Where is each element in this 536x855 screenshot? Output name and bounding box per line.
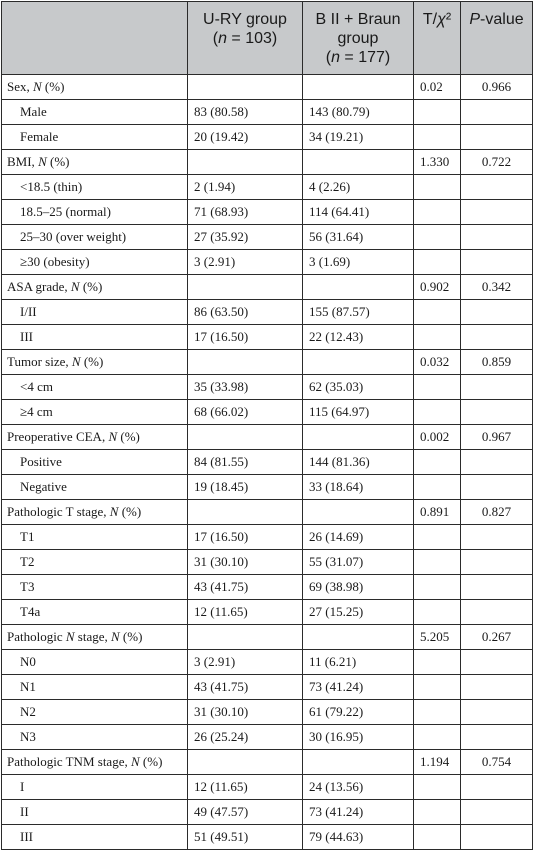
ury-value — [188, 275, 303, 300]
braun-value: 3 (1.69) — [303, 250, 414, 275]
p-value — [461, 550, 533, 575]
braun-value — [303, 350, 414, 375]
table-row — [2, 100, 533, 125]
table-row — [2, 550, 533, 575]
test-statistic — [414, 600, 461, 625]
braun-value: 33 (18.64) — [303, 475, 414, 500]
row-label: N3 — [2, 725, 188, 750]
ury-value: 86 (63.50) — [188, 300, 303, 325]
p-value — [461, 400, 533, 425]
ury-value: 12 (11.65) — [188, 775, 303, 800]
header-variable — [2, 2, 188, 75]
ury-value — [188, 75, 303, 100]
p-value — [461, 775, 533, 800]
test-statistic — [414, 375, 461, 400]
test-statistic — [414, 450, 461, 475]
table-row — [2, 650, 533, 675]
ury-value: 84 (81.55) — [188, 450, 303, 475]
p-value — [461, 825, 533, 850]
braun-value: 114 (64.41) — [303, 200, 414, 225]
p-value — [461, 725, 533, 750]
test-statistic — [414, 100, 461, 125]
test-statistic: 5.205 — [414, 625, 461, 650]
row-label: Sex, N (%) — [2, 75, 188, 100]
p-value: 0.966 — [461, 75, 533, 100]
test-statistic — [414, 775, 461, 800]
header-ury-n: (n = 103) — [212, 30, 278, 47]
row-label: Female — [2, 125, 188, 150]
header-p-value: P-value — [461, 2, 533, 75]
baseline-characteristics-table — [1, 1, 533, 850]
ury-value: 71 (68.93) — [188, 200, 303, 225]
ury-value: 20 (19.42) — [188, 125, 303, 150]
braun-value: 30 (16.95) — [303, 725, 414, 750]
test-statistic — [414, 650, 461, 675]
p-value — [461, 250, 533, 275]
row-label: Pathologic N stage, N (%) — [2, 625, 188, 650]
table-row — [2, 450, 533, 475]
braun-value: 69 (38.98) — [303, 575, 414, 600]
ury-value: 31 (30.10) — [188, 700, 303, 725]
row-label: T3 — [2, 575, 188, 600]
ury-value: 27 (35.92) — [188, 225, 303, 250]
table-row — [2, 325, 533, 350]
braun-value: 143 (80.79) — [303, 100, 414, 125]
table-row — [2, 225, 533, 250]
p-value — [461, 675, 533, 700]
row-label: N0 — [2, 650, 188, 675]
table-row — [2, 675, 533, 700]
p-value — [461, 100, 533, 125]
test-statistic: 1.194 — [414, 750, 461, 775]
p-value — [461, 450, 533, 475]
table-row — [2, 400, 533, 425]
header-braun-title: B II + Braun — [315, 11, 401, 28]
test-statistic — [414, 525, 461, 550]
braun-value: 24 (13.56) — [303, 775, 414, 800]
row-label: III — [2, 825, 188, 850]
row-label: N2 — [2, 700, 188, 725]
category-row — [2, 625, 533, 650]
table-header — [2, 2, 533, 75]
braun-value: 11 (6.21) — [303, 650, 414, 675]
braun-value: 22 (12.43) — [303, 325, 414, 350]
header-ury-group — [188, 2, 303, 75]
row-label: I — [2, 775, 188, 800]
test-statistic — [414, 325, 461, 350]
header-ury-title: U-RY group — [203, 11, 287, 28]
table-row — [2, 700, 533, 725]
ury-value: 2 (1.94) — [188, 175, 303, 200]
row-label: III — [2, 325, 188, 350]
p-value — [461, 200, 533, 225]
category-row — [2, 350, 533, 375]
braun-value — [303, 625, 414, 650]
braun-value: 61 (79.22) — [303, 700, 414, 725]
p-value — [461, 575, 533, 600]
test-statistic — [414, 200, 461, 225]
row-label: ≥4 cm — [2, 400, 188, 425]
table-row — [2, 175, 533, 200]
row-label: ASA grade, N (%) — [2, 275, 188, 300]
braun-value: 4 (2.26) — [303, 175, 414, 200]
category-row — [2, 75, 533, 100]
braun-value: 73 (41.24) — [303, 675, 414, 700]
braun-value — [303, 275, 414, 300]
ury-value — [188, 625, 303, 650]
ury-value: 49 (47.57) — [188, 800, 303, 825]
p-value: 0.967 — [461, 425, 533, 450]
table-row — [2, 725, 533, 750]
row-label: Pathologic T stage, N (%) — [2, 500, 188, 525]
braun-value — [303, 75, 414, 100]
row-label: ≥30 (obesity) — [2, 250, 188, 275]
test-statistic: 0.02 — [414, 75, 461, 100]
p-value — [461, 700, 533, 725]
test-statistic — [414, 825, 461, 850]
p-value: 0.859 — [461, 350, 533, 375]
category-row — [2, 500, 533, 525]
ury-value: 43 (41.75) — [188, 575, 303, 600]
table-row — [2, 125, 533, 150]
test-statistic — [414, 725, 461, 750]
ury-value: 35 (33.98) — [188, 375, 303, 400]
table-row — [2, 200, 533, 225]
p-value — [461, 475, 533, 500]
braun-value: 79 (44.63) — [303, 825, 414, 850]
ury-value: 17 (16.50) — [188, 525, 303, 550]
p-value: 0.267 — [461, 625, 533, 650]
braun-value — [303, 425, 414, 450]
table-row — [2, 300, 533, 325]
ury-value — [188, 350, 303, 375]
braun-value: 73 (41.24) — [303, 800, 414, 825]
test-statistic — [414, 300, 461, 325]
braun-value: 56 (31.64) — [303, 225, 414, 250]
braun-value: 34 (19.21) — [303, 125, 414, 150]
ury-value: 19 (18.45) — [188, 475, 303, 500]
table-row — [2, 250, 533, 275]
p-value — [461, 325, 533, 350]
braun-value: 26 (14.69) — [303, 525, 414, 550]
ury-value: 43 (41.75) — [188, 675, 303, 700]
braun-value — [303, 150, 414, 175]
header-braun-n: (n = 177) — [325, 49, 391, 66]
row-label: Positive — [2, 450, 188, 475]
row-label: 25–30 (over weight) — [2, 225, 188, 250]
ury-value: 12 (11.65) — [188, 600, 303, 625]
ury-value — [188, 500, 303, 525]
row-label: Male — [2, 100, 188, 125]
table-row — [2, 575, 533, 600]
p-value — [461, 125, 533, 150]
braun-value: 62 (35.03) — [303, 375, 414, 400]
row-label: Tumor size, N (%) — [2, 350, 188, 375]
table-body — [2, 75, 533, 850]
table-row — [2, 825, 533, 850]
test-statistic — [414, 800, 461, 825]
ury-value: 68 (66.02) — [188, 400, 303, 425]
row-label: I/II — [2, 300, 188, 325]
braun-value: 155 (87.57) — [303, 300, 414, 325]
row-label: T2 — [2, 550, 188, 575]
header-braun-group — [303, 2, 414, 75]
table-row — [2, 800, 533, 825]
test-statistic — [414, 675, 461, 700]
table-row — [2, 375, 533, 400]
row-label: Preoperative CEA, N (%) — [2, 425, 188, 450]
test-statistic: 0.902 — [414, 275, 461, 300]
test-statistic: 1.330 — [414, 150, 461, 175]
p-value — [461, 525, 533, 550]
p-value: 0.722 — [461, 150, 533, 175]
header-row — [2, 2, 533, 75]
p-value — [461, 800, 533, 825]
test-statistic — [414, 550, 461, 575]
braun-value: 55 (31.07) — [303, 550, 414, 575]
test-statistic — [414, 125, 461, 150]
category-row — [2, 750, 533, 775]
row-label: Negative — [2, 475, 188, 500]
p-value — [461, 175, 533, 200]
ury-value: 3 (2.91) — [188, 650, 303, 675]
ury-value: 83 (80.58) — [188, 100, 303, 125]
p-value: 0.754 — [461, 750, 533, 775]
row-label: N1 — [2, 675, 188, 700]
braun-value: 144 (81.36) — [303, 450, 414, 475]
test-statistic — [414, 700, 461, 725]
ury-value: 17 (16.50) — [188, 325, 303, 350]
row-label: II — [2, 800, 188, 825]
row-label: 18.5–25 (normal) — [2, 200, 188, 225]
p-value: 0.342 — [461, 275, 533, 300]
ury-value: 51 (49.51) — [188, 825, 303, 850]
test-statistic: 0.002 — [414, 425, 461, 450]
test-statistic — [414, 225, 461, 250]
braun-value — [303, 500, 414, 525]
ury-value: 26 (25.24) — [188, 725, 303, 750]
row-label: T1 — [2, 525, 188, 550]
ury-value — [188, 425, 303, 450]
row-label: <4 cm — [2, 375, 188, 400]
p-value — [461, 375, 533, 400]
row-label: T4a — [2, 600, 188, 625]
test-statistic — [414, 400, 461, 425]
p-value — [461, 225, 533, 250]
category-row — [2, 275, 533, 300]
table-row — [2, 525, 533, 550]
category-row — [2, 425, 533, 450]
row-label: BMI, N (%) — [2, 150, 188, 175]
table-row — [2, 775, 533, 800]
test-statistic: 0.032 — [414, 350, 461, 375]
p-value: 0.827 — [461, 500, 533, 525]
p-value — [461, 600, 533, 625]
braun-value: 115 (64.97) — [303, 400, 414, 425]
test-statistic — [414, 175, 461, 200]
table-row — [2, 475, 533, 500]
braun-value — [303, 750, 414, 775]
ury-value — [188, 750, 303, 775]
row-label: <18.5 (thin) — [2, 175, 188, 200]
header-braun-group-word: group — [337, 30, 379, 47]
test-statistic — [414, 575, 461, 600]
category-row — [2, 150, 533, 175]
test-statistic: 0.891 — [414, 500, 461, 525]
braun-value: 27 (15.25) — [303, 600, 414, 625]
ury-value: 3 (2.91) — [188, 250, 303, 275]
header-statistic: T/χ² — [414, 2, 461, 75]
test-statistic — [414, 475, 461, 500]
ury-value — [188, 150, 303, 175]
p-value — [461, 650, 533, 675]
ury-value: 31 (30.10) — [188, 550, 303, 575]
row-label: Pathologic TNM stage, N (%) — [2, 750, 188, 775]
table-row — [2, 600, 533, 625]
test-statistic — [414, 250, 461, 275]
p-value — [461, 300, 533, 325]
